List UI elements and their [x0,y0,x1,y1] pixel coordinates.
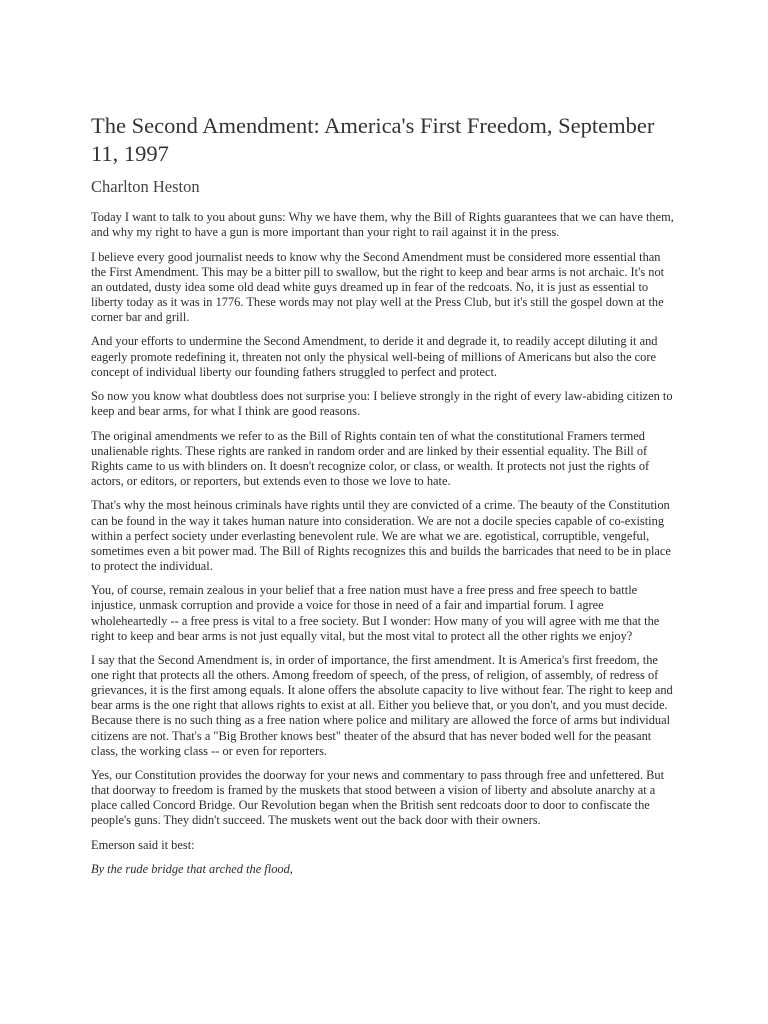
poem-verse-line: By the rude bridge that arched the flood, [91,862,293,877]
paragraph-5: The original amendments we refer to as the Bill of Rights contain ten of what the constitutional Framers termed unalienable rights. These rights are ranked in random order and are linked by their essential equality. The Bill of Rights came to us with blinders on. It doesn't recognize color, or class, or wealth. It protects not just the rights of actors, or editors, or reporters, but extends even to those we love to hate. [91,428,650,488]
paragraph-2: I believe every good journalist needs to know why the Second Amendment must be considered more essential than the First Amendment. This may be a bitter pill to swallow, but the right to keep and bear arms is not archaic. It's not an outdated, dusty idea some old dead white guys dreamed up in fear of the redcoats. No, it is just as essential to liberty today as it was in 1776. These words may not play well at the Press Club, but it's still the gospel down at the corner bar and grill. [91,249,665,324]
paragraph-9: Yes, our Constitution provides the doorway for your news and commentary to pass through free and unfettered. But that doorway to freedom is framed by the muskets that stood between a vision of liberty and absolute anarchy at a place called Concord Bridge. Our Revolution began when the British sent redcoats door to door to confiscate the people's guns. They didn't succeed. The muskets went out the back door with their owners. [91,768,665,828]
paragraph-3: And your efforts to undermine the Second Amendment, to deride it and degrade it, to readily accept diluting it and eagerly promote redefining it, threaten not only the physical well-being of millions of Americans but also the core concept of individual liberty our founding fathers struggled to perfect and protect. [91,334,658,379]
document-author: Charlton Heston [91,177,200,196]
paragraph-6: That's why the most heinous criminals have rights until they are convicted of a crime. The beauty of the Constitution can be found in the way it takes human nature into consideration. We are not a docile species capable of co-existing within a perfect society under everlasting benevolent rule. We are what we are. egotistical, corruptible, vengeful, sometimes even a bit power mad. The Bill of Rights recognizes this and builds the barricades that need to be in place to protect the individual. [91,498,671,573]
document-page [91,112,677,887]
paragraph-4: So now you know what doubtless does not surprise you: I believe strongly in the right of every law-abiding citizen to keep and bear arms, for what I think are good reasons. [91,389,673,419]
document-title: The Second Amendment: America's First Freedom, September 11, 1997 [91,113,655,166]
paragraph-1: Today I want to talk to you about guns: Why we have them, why the Bill of Rights guarantees that we can have them, and why my right to have a gun is more important than your right to rail against it in the press. [91,210,674,240]
paragraph-8: I say that the Second Amendment is, in order of importance, the first amendment. It is America's first freedom, the one right that protects all the others. Among freedom of speech, of the press, of religion, of assembly, of redress of grievances, it is the first among equals. It alone offers the absolute capacity to live without fear. The right to keep and bear arms is the one right that allows rights to exist at all. Either you believe that, or you don't, and you must decide. Because there is no such thing as a free nation where police and military are allowed the force of arms but individual citizens are not. That's a "Big Brother knows best" theater of the absurd that has never boded well for the peasant class, the working class -- or even for reporters. [91,653,673,758]
paragraph-7: You, of course, remain zealous in your belief that a free nation must have a free press and free speech to battle injustice, unmask corruption and provide a voice for those in need of a fair and impartial forum. I agree wholeheartedly -- a free press is vital to a free society. But I wonder: How many of you will agree with me that the right to keep and bear arms is not just equally vital, but the most vital to protect all the other rights we enjoy? [91,583,660,643]
paragraph-10: Emerson said it best: [91,837,195,852]
